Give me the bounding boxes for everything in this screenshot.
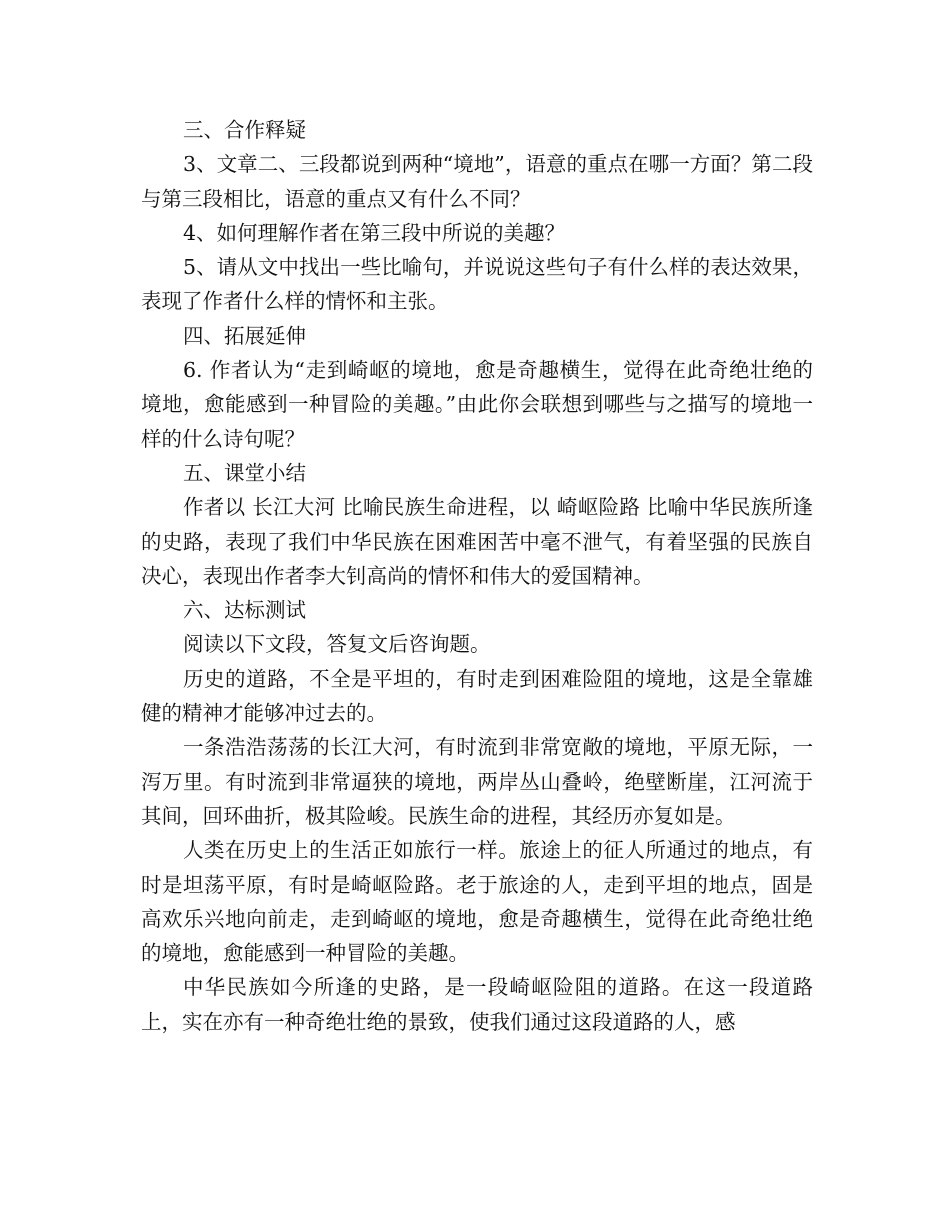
passage-paragraph-3: 人类在历史上的生活正如旅行一样。旅途上的征人所通过的地点，有时是坦荡平原，有时是崎岖险路。老于旅途的人，走到平坦的地点，固是高欢乐兴地向前走，走到崎岖的境地，愈是奇趣横生，觉得在此奇绝壮绝的境地，愈能感到一种冒险的美趣。 bbox=[141, 838, 813, 966]
question-6: 6. 作者认为“走到崎岖的境地，愈是奇趣横生，觉得在此奇绝壮绝的境地，愈能感到一种冒险的美趣。”由此你会联想到哪些与之描写的境地一样的什么诗句呢？ bbox=[141, 358, 813, 451]
question-4: 4、如何理解作者在第三段中所说的美趣？ bbox=[183, 220, 566, 245]
reading-instruction: 阅读以下文段，答复文后咨询题。 bbox=[183, 632, 491, 657]
passage-paragraph-2: 一条浩浩荡荡的长江大河，有时流到非常宽敞的境地，平原无际，一泻万里。有时流到非常逼狭的境地，两岸丛山叠岭，绝壁断崖，江河流于其间，回环曲折，极其险峻。民族生命的进程，其经历亦复如是。 bbox=[141, 735, 813, 828]
section-heading-test: 六、达标测试 bbox=[183, 598, 306, 623]
section-heading-cooperation: 三、合作释疑 bbox=[183, 118, 306, 142]
passage-paragraph-4: 中华民族如今所逢的史路，是一段崎岖险阻的道路。在这一段道路上，实在亦有一种奇绝壮绝的景致，使我们通过这段道路的人，感 bbox=[141, 975, 813, 1034]
question-5: 5、请从文中找出一些比喻句，并说说这些句子有什么样的表达效果，表现了作者什么样的情怀和主张。 bbox=[141, 255, 813, 314]
summary-paragraph: 作者以 长江大河 比喻民族生命进程，以 崎岖险路 比喻中华民族所逢的史路，表现了我们中华民族在困难困苦中毫不泄气，有着坚强的民族自决心，表现出作者李大钊高尚的情怀和伟大的爱国精神。 bbox=[141, 495, 813, 588]
document-page bbox=[141, 113, 813, 1039]
section-heading-extension: 四、拓展延伸 bbox=[183, 323, 306, 348]
question-3: 3、文章二、三段都说到两种“境地”，语意的重点在哪一方面？第二段与第三段相比，语意的重点又有什么不同？ bbox=[141, 152, 813, 211]
passage-paragraph-1: 历史的道路，不全是平坦的，有时走到困难险阻的境地，这是全靠雄健的精神才能够冲过去的。 bbox=[141, 666, 813, 726]
section-heading-summary: 五、课堂小结 bbox=[183, 460, 306, 485]
